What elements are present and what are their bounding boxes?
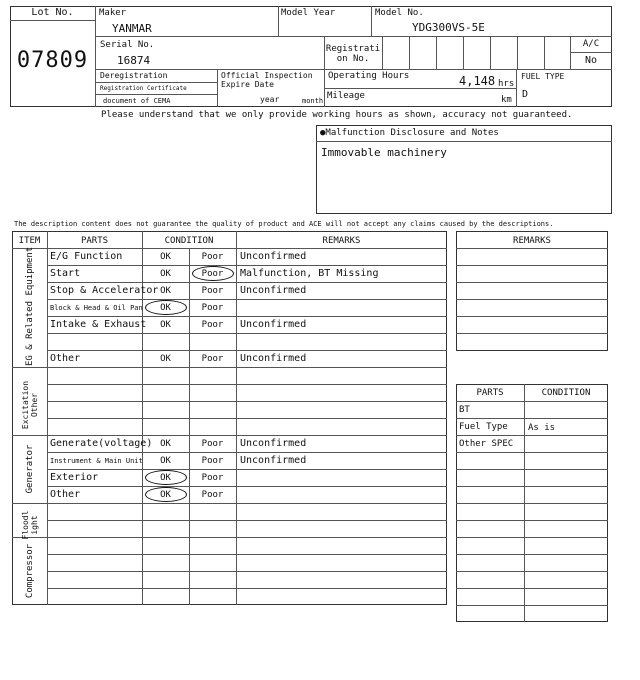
spec-condition-value: As is <box>528 423 556 433</box>
poor-label: Poor <box>201 286 224 296</box>
serial-label: Serial No. <box>100 40 155 50</box>
ok-label: OK <box>160 456 171 466</box>
ok-label: OK <box>160 303 171 313</box>
ok-circle-mark <box>145 487 187 502</box>
section-eg: EG & Related Equipment <box>25 246 35 366</box>
disclaimer-text: The description content does not guarantee the quality of product and ACE will not accept any claims caused by the descriptions. <box>14 220 554 228</box>
hrs-unit: hrs <box>498 79 515 89</box>
section-excitation: Excitation Other <box>21 380 39 430</box>
deregistration-label: Deregistration <box>100 71 168 80</box>
section-compressor: Compressor <box>25 543 35 599</box>
maker-value: YANMAR <box>112 22 152 35</box>
poor-circle-mark <box>192 266 234 281</box>
ok-label: OK <box>160 252 171 262</box>
ok-label: OK <box>160 439 171 449</box>
part-label: Intake & Exhaust <box>50 319 147 330</box>
section-floodlight: Floodl ight <box>21 510 39 540</box>
spec-part-label: Fuel Type <box>459 422 508 432</box>
mileage-label: Mileage <box>327 91 365 101</box>
poor-label: Poor <box>201 354 224 364</box>
lot-label: Lot No. <box>31 7 74 18</box>
part-label: Instrument & Main Unit <box>50 457 143 465</box>
fuel-type-value: D <box>522 89 529 100</box>
part-label: Stop & Accelerator <box>50 285 159 296</box>
remark-text: Malfunction, BT Missing <box>240 268 379 279</box>
month-label: month <box>302 97 324 105</box>
malfunction-title: ●Malfunction Disclosure and Notes <box>320 128 499 138</box>
part-label: Other <box>50 353 81 364</box>
section-generator: Generator <box>25 444 35 494</box>
fuel-type-label: FUEL TYPE <box>521 72 565 81</box>
serial-value: 16874 <box>117 54 151 67</box>
spec-part-label: Other SPEC <box>459 439 514 449</box>
part-label: Generate(voltage) <box>50 438 153 449</box>
poor-label: Poor <box>201 320 224 330</box>
ok-label: OK <box>160 286 171 296</box>
km-unit: km <box>501 95 512 105</box>
cema-label: document of CEMA <box>103 97 171 105</box>
ok-label: OK <box>160 354 171 364</box>
remarks-right-header: REMARKS <box>513 236 551 246</box>
model-year-label: Model Year <box>281 8 336 18</box>
remark-text: Unconfirmed <box>240 285 307 296</box>
ok-label: OK <box>160 269 171 279</box>
operating-hours-label: Operating Hours <box>328 71 410 81</box>
malfunction-box <box>316 125 612 214</box>
ok-label: OK <box>160 473 171 483</box>
operating-hours-value: 4,148 <box>459 74 496 88</box>
parts-header: PARTS <box>80 236 109 246</box>
part-label: Block & Head & Oil Pan <box>50 304 143 312</box>
model-no-label: Model No. <box>375 8 424 18</box>
registration-certificate-label: Registration Certificate <box>100 85 187 92</box>
poor-label: Poor <box>201 303 224 313</box>
ok-label: OK <box>160 320 171 330</box>
remark-text: Unconfirmed <box>240 438 307 449</box>
malfunction-text: Immovable machinery <box>321 146 447 159</box>
part-label: Exterior <box>50 472 99 483</box>
remark-text: Unconfirmed <box>240 455 307 466</box>
ok-circle-mark <box>145 300 187 315</box>
part-label: Other <box>50 489 81 500</box>
ok-label: OK <box>160 490 171 500</box>
part-label: E/G Function <box>50 251 123 262</box>
remark-text: Unconfirmed <box>240 353 307 364</box>
spec-parts-header: PARTS <box>476 388 504 398</box>
remarks-header: REMARKS <box>322 236 361 246</box>
ok-circle-mark <box>145 470 187 485</box>
condition-header: CONDITION <box>164 236 214 246</box>
ac-value: No <box>584 55 598 66</box>
inspection-label: Official Inspection Expire Date <box>221 71 313 89</box>
poor-label: Poor <box>201 252 224 262</box>
part-label: Start <box>50 268 81 279</box>
year-label: year <box>260 95 280 104</box>
hours-notice: Please understand that we only provide working hours as shown, accuracy not guaranteed. <box>101 110 573 120</box>
poor-label: Poor <box>201 439 224 449</box>
poor-label: Poor <box>201 490 224 500</box>
poor-label: Poor <box>201 456 224 466</box>
model-no-value: YDG300VS-5E <box>412 21 485 34</box>
poor-label: Poor <box>201 269 224 279</box>
maker-label: Maker <box>99 8 127 18</box>
lot-number: 07809 <box>16 48 89 73</box>
registration-label: Registrati on No. <box>325 44 381 64</box>
spec-part-label: BT <box>459 405 470 415</box>
spec-condition-header: CONDITION <box>541 388 591 398</box>
remark-text: Unconfirmed <box>240 319 307 330</box>
poor-label: Poor <box>201 473 224 483</box>
item-header: ITEM <box>18 236 41 246</box>
ac-label: A/C <box>582 39 600 49</box>
remark-text: Unconfirmed <box>240 251 307 262</box>
